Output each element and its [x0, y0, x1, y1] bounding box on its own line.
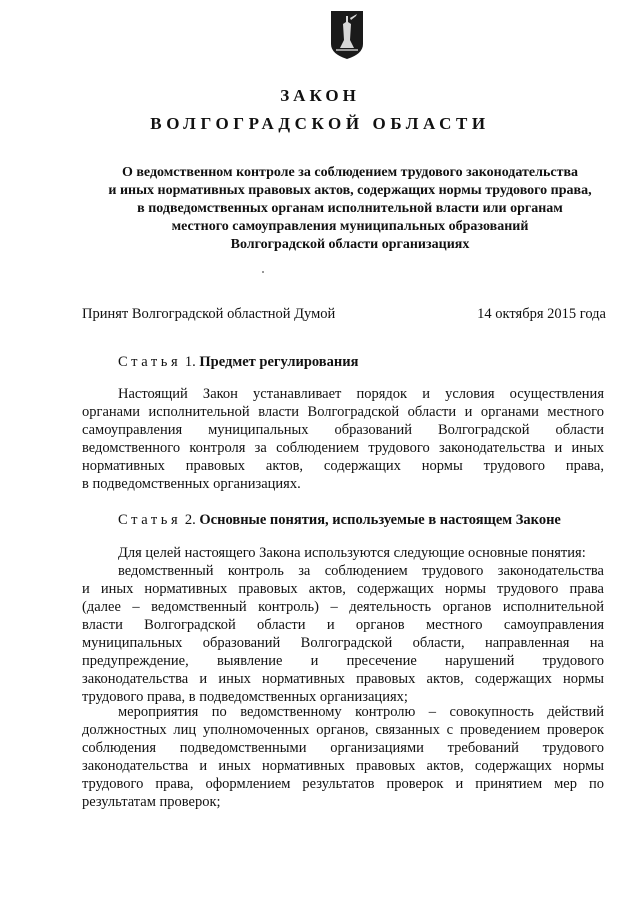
article-1-text: [82, 385, 604, 493]
adopted-date: 14 октября 2015 года: [477, 306, 606, 322]
text-line: и иных нормативных правовых актов, содержащих нормы трудового права: [82, 581, 604, 597]
article-title: Основные понятия, используемые в настоящем Законе: [199, 512, 561, 528]
text-line: законодательства и иных нормативных правовых актов, содержащих нормы: [82, 671, 604, 687]
text-line: Для целей настоящего Закона используются следующие основные понятия:: [118, 545, 586, 561]
law-heading: ЗАКОН: [280, 86, 360, 105]
scan-speck: [262, 271, 264, 273]
adopted-by: Принят Волгоградской областной Думой: [82, 306, 336, 322]
text-line: должностных лиц уполномоченных органов, связанных с проведением проверок: [82, 722, 604, 738]
article-label: Статья: [118, 354, 182, 370]
article-1-heading: [118, 354, 358, 371]
text-line: законодательства и иных нормативных правовых актов, содержащих нормы: [82, 758, 604, 774]
article-title: Предмет регулирования: [199, 354, 359, 370]
article-label: Статья: [118, 512, 182, 528]
text-line: Настоящий Закон устанавливает порядок и условия осуществления: [118, 386, 604, 402]
text-line: муниципальных образований Волгоградской области, направленная на: [82, 635, 604, 651]
text-line: власти Волгоградской области и органов местного самоуправления: [82, 617, 604, 633]
subtitle-line: О ведомственном контроле за соблюдением трудового законодательства: [121, 165, 579, 180]
text-line: трудового права, в подведомственных организациях;: [82, 689, 408, 705]
subtitle-line: и иных нормативных правовых актов, содержащих нормы трудового права,: [108, 183, 592, 198]
article-2-measures: [82, 703, 604, 811]
text-line: трудового права, оформлением результатов проверок и принятием мер по: [82, 776, 604, 792]
article-2-definitions: [82, 544, 604, 706]
coat-of-arms-icon: [330, 10, 364, 60]
text-line: самоуправления муниципальных образований Волгоградской области: [82, 422, 604, 438]
text-line: нормативных правовых актов, содержащих нормы трудового права,: [82, 458, 604, 474]
law-subtitle: [90, 164, 610, 254]
text-line: мероприятия по ведомственному контролю – совокупность действий: [118, 704, 604, 720]
text-line: в подведомственных организациях.: [82, 476, 301, 492]
text-line: результатам проверок;: [82, 794, 221, 810]
region-heading: ВОЛГОГРАДСКОЙ ОБЛАСТИ: [150, 114, 490, 133]
text-line: предупреждение, выявление и пресечение нарушений трудового: [82, 653, 604, 669]
subtitle-line: в подведомственных органам исполнительной власти или органам: [137, 201, 563, 216]
subtitle-line: местного самоуправления муниципальных образований: [171, 219, 529, 234]
text-line: ведомственного контроля за соблюдением трудового законодательства и иных: [82, 440, 604, 456]
article-2-heading: [118, 512, 561, 529]
text-line: органами исполнительной власти Волгоградской области и органами местного: [82, 404, 604, 420]
article-number: 1.: [184, 354, 196, 370]
text-line: (далее – ведомственный контроль) – деятельность органов исполнительной: [82, 599, 604, 615]
article-number: 2.: [184, 512, 196, 528]
subtitle-line: Волгоградской области организациях: [230, 237, 470, 252]
text-line: соблюдения подведомственными организациями требований трудового: [82, 740, 604, 756]
text-line: ведомственный контроль за соблюдением трудового законодательства: [118, 563, 604, 579]
